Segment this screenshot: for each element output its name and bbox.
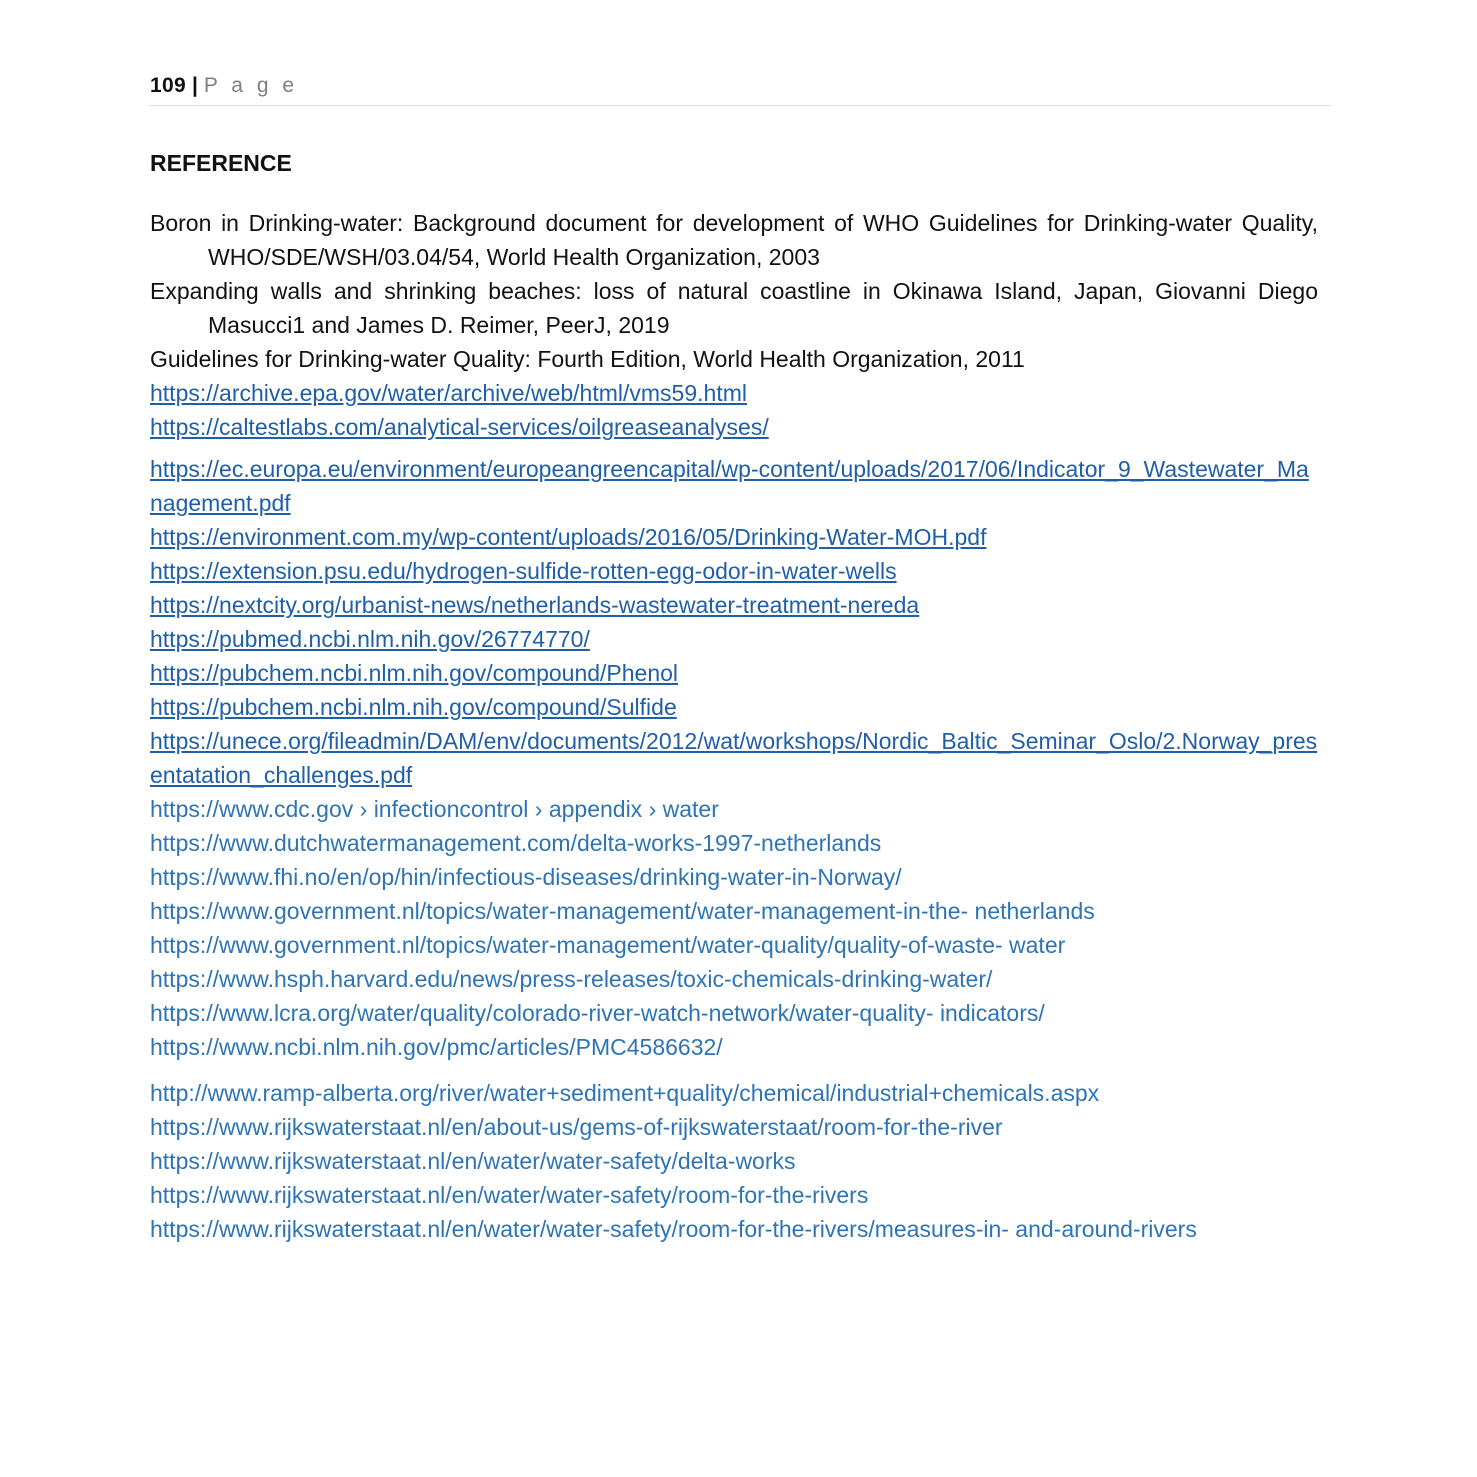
reference-hyperlink[interactable]: https://pubchem.ncbi.nlm.nih.gov/compound/Sulfide bbox=[150, 694, 677, 720]
reference-url: https://www.fhi.no/en/op/hin/infectious-diseases/drinking-water-in-Norway/ bbox=[150, 864, 902, 890]
reference-link-item bbox=[150, 622, 1318, 656]
reference-url: https://www.government.nl/topics/water-management/water-management-in-the- netherlands bbox=[150, 898, 1095, 924]
reference-link-item bbox=[150, 376, 1318, 410]
reference-hyperlink[interactable]: https://environment.com.my/wp-content/uploads/2016/05/Drinking-Water-MOH.pdf bbox=[150, 524, 987, 550]
reference-url: http://www.ramp-alberta.org/river/water+sediment+quality/chemical/industrial+chemicals.aspx bbox=[150, 1080, 1100, 1106]
reference-url: https://www.rijkswaterstaat.nl/en/water/water-safety/room-for-the-rivers/measures-in- and-around-rivers bbox=[150, 1216, 1197, 1242]
reference-url: https://www.cdc.gov › infectioncontrol › appendix › water bbox=[150, 796, 719, 822]
reference-url: https://www.government.nl/topics/water-management/water-quality/quality-of-waste- water bbox=[150, 932, 1066, 958]
reference-entry: Guidelines for Drinking-water Quality: Fourth Edition, World Health Organization, 2011 bbox=[150, 346, 1025, 372]
reference-link-item bbox=[150, 588, 1318, 622]
reference-link-item bbox=[150, 724, 1318, 792]
reference-hyperlink[interactable]: https://ec.europa.eu/environment/europeangreencapital/wp-content/uploads/2017/06/Indicator_9_Wastewater_Management.pdf bbox=[150, 456, 1309, 516]
reference-link-item bbox=[150, 520, 1318, 554]
reference-link-item bbox=[150, 690, 1318, 724]
reference-url: https://www.dutchwatermanagement.com/delta-works-1997-netherlands bbox=[150, 830, 882, 856]
reference-hyperlink[interactable]: https://pubchem.ncbi.nlm.nih.gov/compound/Phenol bbox=[150, 660, 679, 686]
reference-url: https://www.ncbi.nlm.nih.gov/pmc/articles/PMC4586632/ bbox=[150, 1034, 723, 1060]
reference-link-item bbox=[150, 452, 1318, 520]
page-separator: | bbox=[191, 74, 198, 97]
reference-url: https://www.rijkswaterstaat.nl/en/about-us/gems-of-rijkswaterstaat/room-for-the-river bbox=[150, 1114, 1003, 1140]
reference-hyperlink[interactable]: https://pubmed.ncbi.nlm.nih.gov/26774770/ bbox=[150, 626, 590, 652]
reference-url: https://www.rijkswaterstaat.nl/en/water/water-safety/room-for-the-rivers bbox=[150, 1182, 869, 1208]
reference-entry: Expanding walls and shrinking beaches: loss of natural coastline in Okinawa Island, Japan, Giovanni Diego Masucci1 and James D. Reimer, PeerJ, 2019 bbox=[150, 278, 1318, 338]
section-title: REFERENCE bbox=[150, 150, 292, 176]
reference-url: https://www.rijkswaterstaat.nl/en/water/water-safety/delta-works bbox=[150, 1148, 796, 1174]
reference-hyperlink[interactable]: https://nextcity.org/urbanist-news/netherlands-wastewater-treatment-nereda bbox=[150, 592, 920, 618]
page-header bbox=[150, 74, 1330, 106]
page-label: P a g e bbox=[203, 74, 299, 97]
reference-link-item bbox=[150, 656, 1318, 690]
reference-link-item bbox=[150, 410, 1318, 444]
reference-hyperlink[interactable]: https://caltestlabs.com/analytical-services/oilgreaseanalyses/ bbox=[150, 414, 769, 440]
reference-hyperlink[interactable]: https://unece.org/fileadmin/DAM/env/documents/2012/wat/workshops/Nordic_Baltic_Seminar_Oslo/2.Norway_presentatation_challenges.pdf bbox=[150, 728, 1318, 788]
reference-url: https://www.lcra.org/water/quality/colorado-river-watch-network/water-quality- indicators/ bbox=[150, 1000, 1045, 1026]
reference-entry: Boron in Drinking-water: Background document for development of WHO Guidelines for Drinking-water Quality, WHO/SDE/WSH/03.04/54, World Health Organization, 2003 bbox=[150, 210, 1318, 270]
page-number: 109 bbox=[150, 74, 186, 97]
reference-url: https://www.hsph.harvard.edu/news/press-releases/toxic-chemicals-drinking-water/ bbox=[150, 966, 993, 992]
reference-hyperlink[interactable]: https://archive.epa.gov/water/archive/web/html/vms59.html bbox=[150, 380, 747, 406]
reference-hyperlink[interactable]: https://extension.psu.edu/hydrogen-sulfide-rotten-egg-odor-in-water-wells bbox=[150, 558, 897, 584]
reference-list bbox=[150, 206, 1318, 1246]
reference-link-item bbox=[150, 554, 1318, 588]
